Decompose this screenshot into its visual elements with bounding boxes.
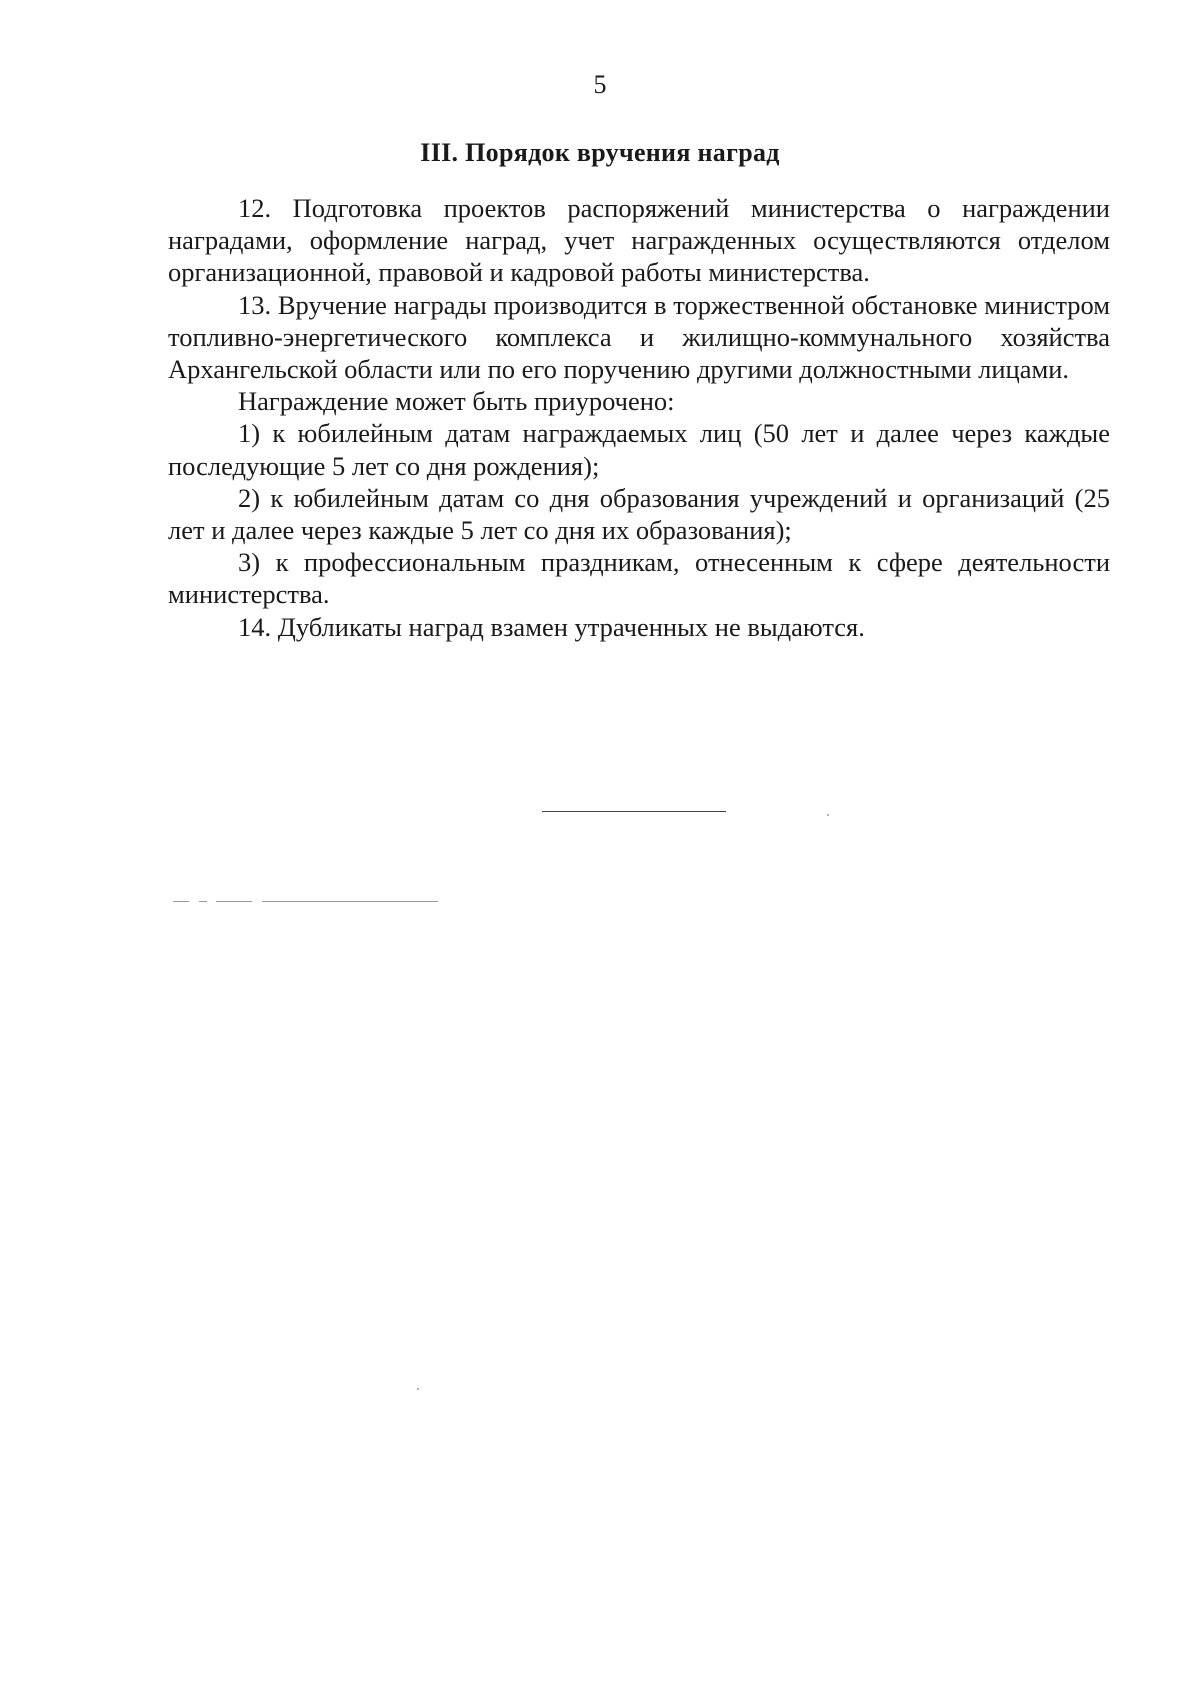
document-body xyxy=(168,192,1110,643)
scan-artifact-line xyxy=(262,901,438,902)
list-item-1: 1) к юбилейным датам награждаемых лиц (50 лет и далее через каждые последующие 5 лет со дня рождения); xyxy=(168,418,1110,481)
list-item-3: 3) к профессиональным праздникам, отнесенным к сфере деятельности министерства. xyxy=(168,547,1110,610)
paragraph-12: 12. Подготовка проектов распоряжений министерства о награждении наградами, оформление наград, учет награжденных осуществляются отделом организационной, правовой и кадровой работы министерства. xyxy=(168,193,1110,288)
scan-speck xyxy=(827,814,829,816)
scan-artifact-line xyxy=(216,901,252,902)
scan-speck xyxy=(417,1388,419,1390)
page-number: 5 xyxy=(593,70,607,99)
scan-artifact-line xyxy=(199,901,207,902)
paragraph-14: 14. Дубликаты наград взамен утраченных не выдаются. xyxy=(238,611,865,642)
end-of-document-rule xyxy=(542,811,726,812)
list-item-2: 2) к юбилейным датам со дня образования учреждений и организаций (25 лет и далее через каждые 5 лет со дня их образования); xyxy=(168,482,1110,546)
paragraph-13: 13. Вручение награды производится в торжественной обстановке министром топливно-энергетического комплекса и жилищно-коммунального хозяйства Архангельской области или по его поручению другими должностными лицами. xyxy=(168,289,1110,385)
paragraph-timing-intro: Награждение может быть приурочено: xyxy=(238,386,675,417)
section-title: III. Порядок вручения наград xyxy=(420,138,780,167)
scan-artifact-line xyxy=(173,901,189,902)
